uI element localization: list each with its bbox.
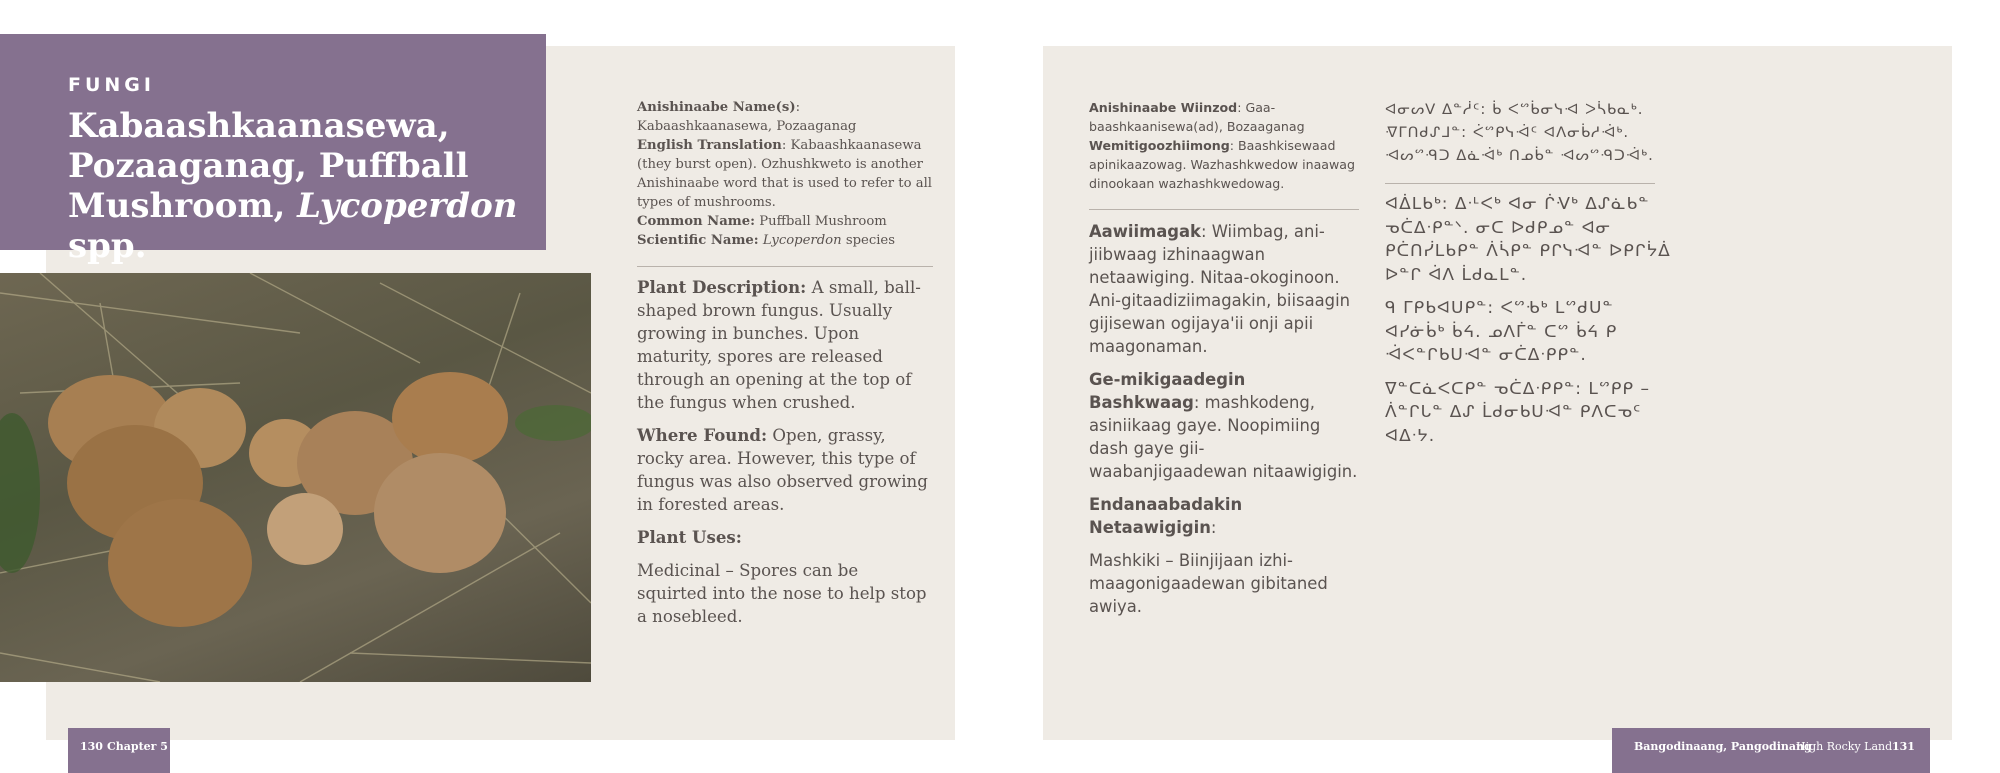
anishinaabe-name-label: Anishinaabe Name(s) (637, 100, 796, 115)
ge-mikigaadegin-text: mashkodeng, asiniikaag gaye. Noopimiing dash gaye gii-waabanjigaadewan nitaawigigin. (1089, 393, 1358, 481)
syllabics-paragraph-2: ᑫ ᒥᑭᑲᐊᑌᑭᓐ: ᐸᔥᑾᒃ ᒪᔥᑯᑌᓐ ᐊᓯᓃᑳᒃ ᑳᔦ. ᓄᐱᒦᓐ ᑕᔥ ᑳᔦ ᑭ ᐙᐸᓐᒋᑲᑌᐗᓐ ᓂᑖᐃᐧᑭᑭᓐ. (1385, 298, 1618, 365)
scientific-name-label: Scientific Name: (637, 233, 759, 248)
wemitig-value: Baashkisewaad apinikaazowag. Wazhashkwedow inaawag dinookaan wazhashkwedowag. (1089, 138, 1356, 191)
title-latin: Lycoperdon (297, 186, 518, 226)
names-block: Anishinaabe Name(s): Kabaashkaanasewa, Pozaaganag English Translation: Kabaashkaanasewa (they burst open). Ozhushkweto is another Anishinaabe word that is used to refer to all types of mushrooms. Common Name: Puffball Mushroom Scientific Name: Lycoperdon species (637, 100, 933, 248)
plant-description (637, 276, 933, 414)
plant-uses (637, 526, 933, 549)
page-title (68, 106, 538, 266)
divider (637, 266, 933, 267)
category-label: FUNGI (68, 74, 155, 96)
plant-description-text: A small, ball-shaped brown fungus. Usually growing in bunches. Upon maturity, spores are released through an opening at the top of the fungus when crushed. (637, 278, 921, 412)
ge-mikigaadegin-label: Ge-mikigaadegin Bashkwaag (1089, 370, 1246, 412)
syllabics-names: ᐊᓂᔕᐯ ᐃᓐᓲᑦ: ᑳ ᐸᔥᑳᓂᓭᐗ ᐳᓵᑲᓇᒃ. ᐌᒥᑎᑯᔑᒧᓐ: ᐹᔥᑭᓭᐙᑦ ᐊᐱᓂᑳᓱᐙᒃ. ᐗᔕᔥᑴᑐ ᐃᓈᐙᒃ ᑎᓄᑳᓐ ᐗᔕᔥᑴᑐᐙᒃ. (1385, 101, 1654, 164)
scientific-name-italic: Lycoperdon (762, 233, 842, 248)
aawiimagak-label: Aawiimagak (1089, 222, 1201, 241)
where-found (637, 424, 933, 516)
where-found-label: Where Found: (637, 425, 768, 445)
footer-left (68, 728, 170, 773)
endanaabadakin: Endanaabadakin Netaawigigin: (1089, 495, 1243, 537)
scientific-name-value: species (845, 233, 896, 248)
footer-place-english: High Rocky Land (1796, 740, 1893, 753)
wiinzod-label: Anishinaabe Wiinzod (1089, 100, 1238, 115)
plant-uses-label: Plant Uses: (637, 527, 742, 547)
plant-description-label: Plant Description: (637, 277, 807, 297)
wemitig-label: Wemitigoozhiimong (1089, 138, 1230, 153)
puffball-photo (0, 273, 591, 682)
english-translation-value: Kabaashkaanasewa (they burst open). Ozhushkweto is another Anishinaabe word that is used to refer to all types of mushrooms. (637, 138, 933, 210)
title-line-2: Pozaaganag, Puffball (68, 146, 469, 186)
title-block (0, 34, 546, 266)
where-found-text: Open, grassy, rocky area. However, this type of fungus was also observed growing in forested areas. (637, 426, 928, 514)
title-line-3: Mushroom, (68, 186, 286, 226)
right-names-block: Anishinaabe Wiinzod: Gaa-baashkaanisewa(ad), Bozaaganag Wemitigoozhiimong: Baashkisewaad apinikaazowag. Wazhashkwedow inaawag dinookaan wazhashkwedowag. (1089, 100, 1356, 191)
syllabics-description (1385, 193, 1675, 458)
syllabics-paragraph-1: ᐊᐄᒪᑲᒃ: ᐃᐧᒻᐸᒃ ᐊᓂ ᒌᐺᒃ ᐃᔑᓈᑲᓐ ᓀᑖᐃᐧᑭᓐᐠ. ᓂᑕ ᐅᑯᑭᓄᓐ ᐊᓂ ᑭᑖᑎᓰᒪᑲᑭᓐ ᐲᓵᑭᓐ ᑭᒋᓭᐗᓐ ᐅᑭᒋᔮᐄ ᐅᓐᒋ ᐋᐱ ᒫᑯᓇᒪᓐ. (1385, 194, 1671, 285)
right-description-block (1089, 220, 1359, 628)
syllabics-paragraph-3: ᐁᓐᑕᓈᐸᑕᑭᓐ ᓀᑖᐃᐧᑭᑭᓐ: ᒪᔥᑭᑭ – ᐲᓐᒋᒐᓐ ᐃᔑ ᒫᑯᓂᑲᑌᐗᓐ ᑭᐱᑕᓀᑦ ᐊᐃᐧᔭ. (1385, 378, 1651, 446)
title-spp: spp. (68, 226, 147, 266)
english-translation-label: English Translation (637, 138, 782, 153)
endanaabadakin-text: Mashkiki – Biinjijaan izhi-maagonigaadewan gibitaned awiya. (1089, 551, 1328, 616)
title-line-1: Kabaashkaanasewa, (68, 106, 450, 146)
page-number-left: 130 (80, 740, 103, 753)
plant-uses-text: Medicinal – Spores can be squirted into the nose to help stop a nosebleed. (637, 561, 927, 626)
right-divider (1089, 209, 1359, 210)
endanaabadakin-label: Endanaabadakin Netaawigigin (1089, 495, 1243, 537)
wiinzod-value: Gaa-baashkaanisewa(ad), Bozaaganag (1089, 100, 1305, 134)
page-number-right: 131 (1892, 740, 1915, 753)
common-name-value: Puffball Mushroom (759, 214, 887, 229)
syllabics-divider (1385, 183, 1655, 184)
aawiimagak-text: Wiimbag, ani-jiibwaag izhinaagwan netaawiging. Nitaa-okoginoon. Ani-gitaadiziimagakin, biisaagin gijisewan ogijaya'ii onji apii maagonaman. (1089, 222, 1351, 356)
aawiimagak: Aawiimagak: Wiimbag, ani-jiibwaag izhinaagwan netaawiging. Nitaa-okoginoon. Ani-gitaadiziimagakin, biisaagin gijisewan ogijaya'ii onji apii maagonaman. (1089, 222, 1351, 356)
footer-right (1612, 728, 1930, 773)
footer-place: Bangodinaang, Pangodinang (1634, 740, 1812, 753)
description-block (637, 276, 933, 638)
common-name-label: Common Name: (637, 214, 755, 229)
anishinaabe-name-value: Kabaashkaanasewa, Pozaaganag (637, 119, 857, 134)
ge-mikigaadegin: Ge-mikigaadegin Bashkwaag: mashkodeng, asiniikaag gaye. Noopimiing dash gaye gii-waabanjigaadewan nitaawigigin. (1089, 370, 1358, 481)
chapter-label: Chapter 5 (107, 740, 168, 753)
puffball-image (0, 273, 591, 682)
